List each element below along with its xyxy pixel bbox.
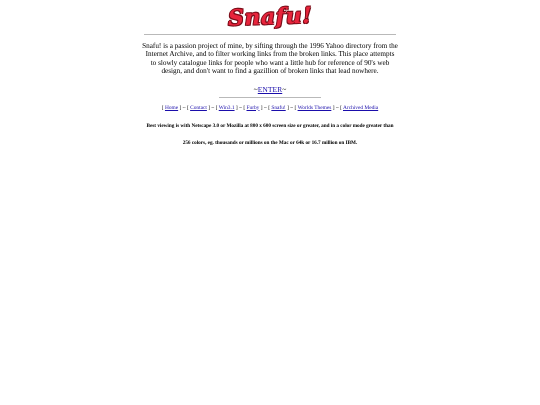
- best-viewing-line-1: Best viewing is with Netscape 3.0 or Mozilla at 800 x 600 screen size or greater, and in a color mode greater than: [146, 122, 394, 129]
- nav-bracket-open: [: [161, 104, 164, 111]
- nav-bracket-open: [: [340, 104, 342, 111]
- logo-text: Snafu!: [227, 2, 313, 32]
- nav-separator: ~: [239, 104, 242, 111]
- nav-separator: ~: [182, 104, 186, 111]
- best-viewing-notice: [142, 118, 398, 153]
- nav-link-archived-media[interactable]: Archived Media: [343, 104, 379, 111]
- nav-bracket-open: [: [215, 104, 218, 111]
- mid-divider: [219, 97, 321, 98]
- nav-link-snafu[interactable]: Snafu!: [271, 104, 286, 111]
- nav-bracket-open: [: [294, 104, 297, 111]
- enter-prefix: ~: [253, 84, 258, 94]
- nav-bracket-close: ]: [179, 104, 182, 111]
- site-logo: [0, 0, 540, 32]
- nav-link-win31[interactable]: Win3.1: [218, 104, 235, 111]
- nav-bracket-close: ]: [332, 104, 335, 111]
- nav-separator: ~: [335, 104, 339, 111]
- enter-suffix: ~: [282, 84, 287, 94]
- nav-links: [142, 104, 398, 113]
- enter-link[interactable]: ENTER: [257, 84, 283, 94]
- nav-separator: ~: [211, 104, 215, 111]
- nav-bracket-close: ]: [235, 104, 238, 111]
- nav-link-furby[interactable]: Furby: [246, 104, 260, 111]
- nav-separator: ~: [263, 104, 267, 111]
- nav-bracket-open: [: [243, 104, 246, 111]
- intro-paragraph: Snafu! is a passion project of mine, by sifting through the 1996 Yahoo directory from the Internet Archive, and to filter working links from the broken links. This place attempts to slowly catalogue links for people who want a little hub for reference of 90's web design, and don't want to find a gazillion of broken links that lead nowhere.: [142, 42, 398, 76]
- nav-link-contact[interactable]: Contact: [190, 104, 207, 111]
- nav-bracket-close: ]: [208, 104, 211, 111]
- nav-bracket-close: ]: [287, 104, 289, 111]
- top-divider: [144, 34, 396, 35]
- nav-bracket-close: ]: [260, 104, 263, 111]
- nav-bracket-open: [: [186, 104, 189, 111]
- nav-separator: ~: [290, 104, 294, 111]
- best-viewing-line-2: 256 colors, eg. thousands or millions on the Mac or 64k or 16.7 million on IBM.: [182, 140, 358, 147]
- nav-link-worlds-themes[interactable]: Worlds Themes: [297, 104, 332, 111]
- enter-row: [0, 85, 540, 94]
- nav-link-home[interactable]: Home: [164, 104, 179, 111]
- nav-bracket-open: [: [268, 104, 270, 111]
